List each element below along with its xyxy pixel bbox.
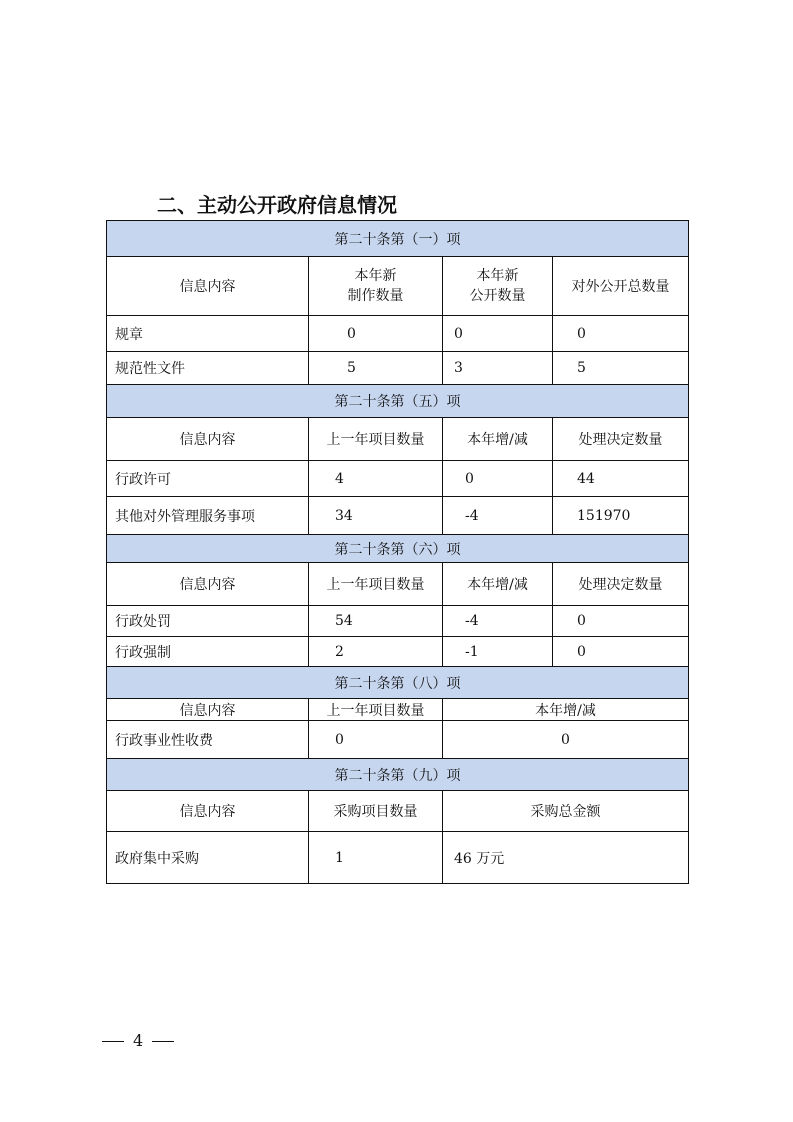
section-title: 第二十条第（九）项 bbox=[107, 759, 689, 791]
row-label: 政府集中采购 bbox=[107, 832, 309, 884]
table-row bbox=[107, 316, 689, 352]
column-header: 本年新 制作数量 bbox=[309, 257, 443, 316]
column-header: 信息内容 bbox=[107, 791, 309, 832]
table-row bbox=[107, 637, 689, 667]
cell-value: 5 bbox=[309, 352, 443, 385]
column-header: 处理决定数量 bbox=[553, 563, 689, 606]
section-header bbox=[107, 385, 689, 418]
section-header bbox=[107, 759, 689, 791]
section-title: 第二十条第（五）项 bbox=[107, 385, 689, 418]
column-header: 上一年项目数量 bbox=[309, 563, 443, 606]
column-header: 本年增/减 bbox=[443, 699, 689, 721]
cell-value: 0 bbox=[443, 316, 553, 352]
column-header-row bbox=[107, 791, 689, 832]
cell-value: -1 bbox=[443, 637, 553, 667]
cell-value: 2 bbox=[309, 637, 443, 667]
cell-value: -4 bbox=[443, 606, 553, 637]
row-label: 行政事业性收费 bbox=[107, 721, 309, 759]
row-label: 其他对外管理服务事项 bbox=[107, 497, 309, 535]
cell-value: 3 bbox=[443, 352, 553, 385]
column-header: 本年新 公开数量 bbox=[443, 257, 553, 316]
footer-dash-right bbox=[152, 1041, 174, 1042]
column-header: 上一年项目数量 bbox=[309, 699, 443, 721]
section-header bbox=[107, 221, 689, 257]
cell-value: 151970 bbox=[553, 497, 689, 535]
table-row bbox=[107, 461, 689, 497]
page-footer bbox=[102, 1030, 174, 1052]
section-title: 第二十条第（六）项 bbox=[107, 535, 689, 563]
cell-value: 44 bbox=[553, 461, 689, 497]
cell-value: 0 bbox=[443, 461, 553, 497]
cell-value: 0 bbox=[553, 606, 689, 637]
cell-value: 0 bbox=[443, 721, 689, 759]
row-label: 行政许可 bbox=[107, 461, 309, 497]
footer-dash-left bbox=[102, 1041, 124, 1042]
row-label: 规范性文件 bbox=[107, 352, 309, 385]
section-title: 第二十条第（八）项 bbox=[107, 667, 689, 699]
column-header: 采购总金额 bbox=[443, 791, 689, 832]
table-row bbox=[107, 497, 689, 535]
cell-value: 34 bbox=[309, 497, 443, 535]
table-row bbox=[107, 832, 689, 884]
column-header: 对外公开总数量 bbox=[553, 257, 689, 316]
table-row bbox=[107, 606, 689, 637]
table-row bbox=[107, 721, 689, 759]
section-header bbox=[107, 535, 689, 563]
table-row bbox=[107, 352, 689, 385]
cell-value: 1 bbox=[309, 832, 443, 884]
cell-value: 0 bbox=[309, 721, 443, 759]
cell-value: 5 bbox=[553, 352, 689, 385]
column-header-row bbox=[107, 563, 689, 606]
column-header: 处理决定数量 bbox=[553, 418, 689, 461]
cell-value: -4 bbox=[443, 497, 553, 535]
section-heading: 二、主动公开政府信息情况 bbox=[157, 193, 397, 217]
column-header: 信息内容 bbox=[107, 257, 309, 316]
row-label: 行政处罚 bbox=[107, 606, 309, 637]
column-header: 信息内容 bbox=[107, 418, 309, 461]
section-title: 第二十条第（一）项 bbox=[107, 221, 689, 257]
cell-value: 0 bbox=[553, 316, 689, 352]
cell-value: 46 万元 bbox=[443, 832, 689, 884]
column-header-row bbox=[107, 699, 689, 721]
column-header: 上一年项目数量 bbox=[309, 418, 443, 461]
column-header-row bbox=[107, 257, 689, 316]
column-header: 本年增/减 bbox=[443, 563, 553, 606]
column-header: 信息内容 bbox=[107, 563, 309, 606]
column-header: 本年增/减 bbox=[443, 418, 553, 461]
cell-value: 0 bbox=[309, 316, 443, 352]
row-label: 行政强制 bbox=[107, 637, 309, 667]
section-header bbox=[107, 667, 689, 699]
cell-value: 0 bbox=[553, 637, 689, 667]
disclosure-table bbox=[106, 220, 689, 884]
page-number: 4 bbox=[133, 1031, 144, 1050]
column-header: 采购项目数量 bbox=[309, 791, 443, 832]
cell-value: 54 bbox=[309, 606, 443, 637]
column-header: 信息内容 bbox=[107, 699, 309, 721]
column-header-row bbox=[107, 418, 689, 461]
row-label: 规章 bbox=[107, 316, 309, 352]
cell-value: 4 bbox=[309, 461, 443, 497]
